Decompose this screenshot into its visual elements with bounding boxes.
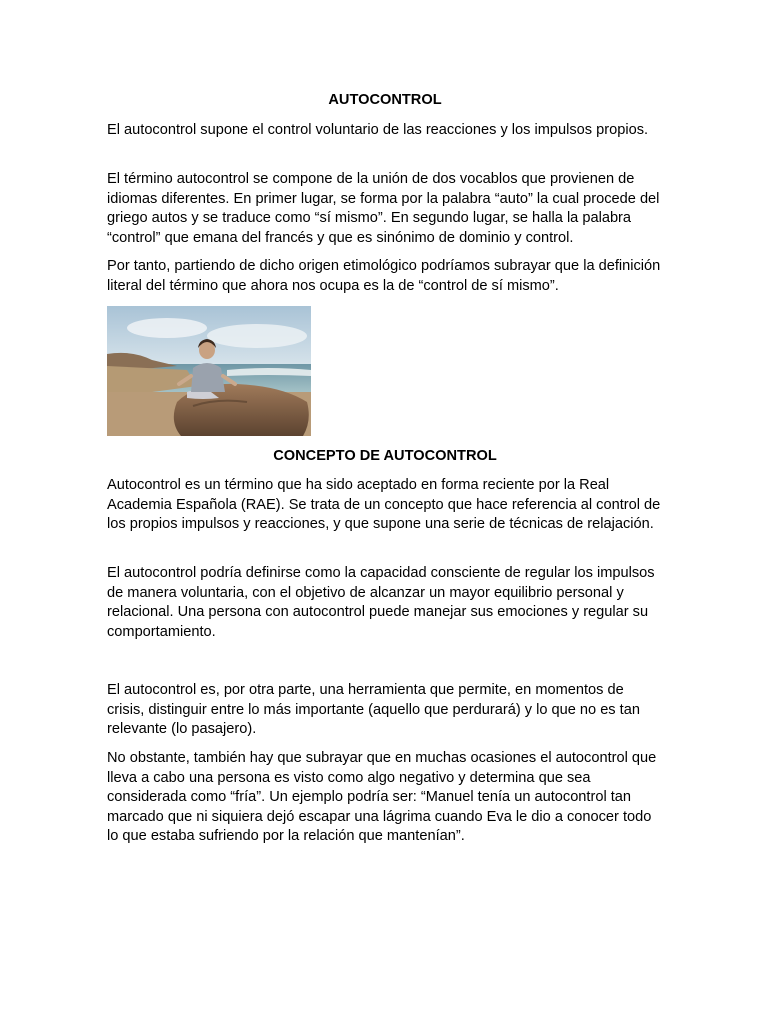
intro-paragraph-1: El autocontrol supone el control voluntario de las reacciones y los impulsos propios. [107, 122, 649, 138]
concept-paragraph-2: El autocontrol podría definirse como la capacidad consciente de regular los impulsos de manera voluntaria, con el objetivo de alcanzar un mayor equilibrio personal y relacional. Una persona con autocontrol puede manejar sus emociones y regular su comportamiento. [107, 565, 655, 640]
document-title: AUTOCONTROL [328, 92, 442, 108]
intro-paragraph-3: Por tanto, partiendo de dicho origen etimológico podríamos subrayar que la definición literal del término que ahora nos ocupa es la de “control de sí mismo”. [107, 258, 661, 294]
intro-paragraph-2: El término autocontrol se compone de la unión de dos vocablos que provienen de idiomas diferentes. En primer lugar, se forma por la palabra “auto” la cual procede del griego autos y se traduce como “sí mismo”. En segundo lugar, se halla la palabra “control” que emana del francés y que es sinónimo de dominio y control. [107, 171, 660, 246]
concept-paragraph-1: Autocontrol es un término que ha sido aceptado en forma reciente por la Real Academia Española (RAE). Se trata de un concepto que hace referencia al control de los propios impulsos y reacciones, y que supone una serie de técnicas de relajación. [107, 477, 661, 532]
concept-paragraph-4: No obstante, también hay que subrayar que en muchas ocasiones el autocontrol que lleva a cabo una persona es visto como algo negativo y determina que sea considerada como “fría”. Un ejemplo podría ser: “Manuel tenía un autocontrol tan marcado que ni siquiera dejó escapar una lágrima cuando Eva le dio a conocer todo lo que estaba sufriendo por la relación que mantenían”. [107, 750, 657, 844]
section-title: CONCEPTO DE AUTOCONTROL [273, 448, 497, 464]
meditation-photo [107, 306, 311, 436]
concept-paragraph-3: El autocontrol es, por otra parte, una herramienta que permite, en momentos de crisis, distinguir entre lo más importante (aquello que perdurará) y lo que no es tan relevante (lo pasajero). [107, 682, 640, 737]
